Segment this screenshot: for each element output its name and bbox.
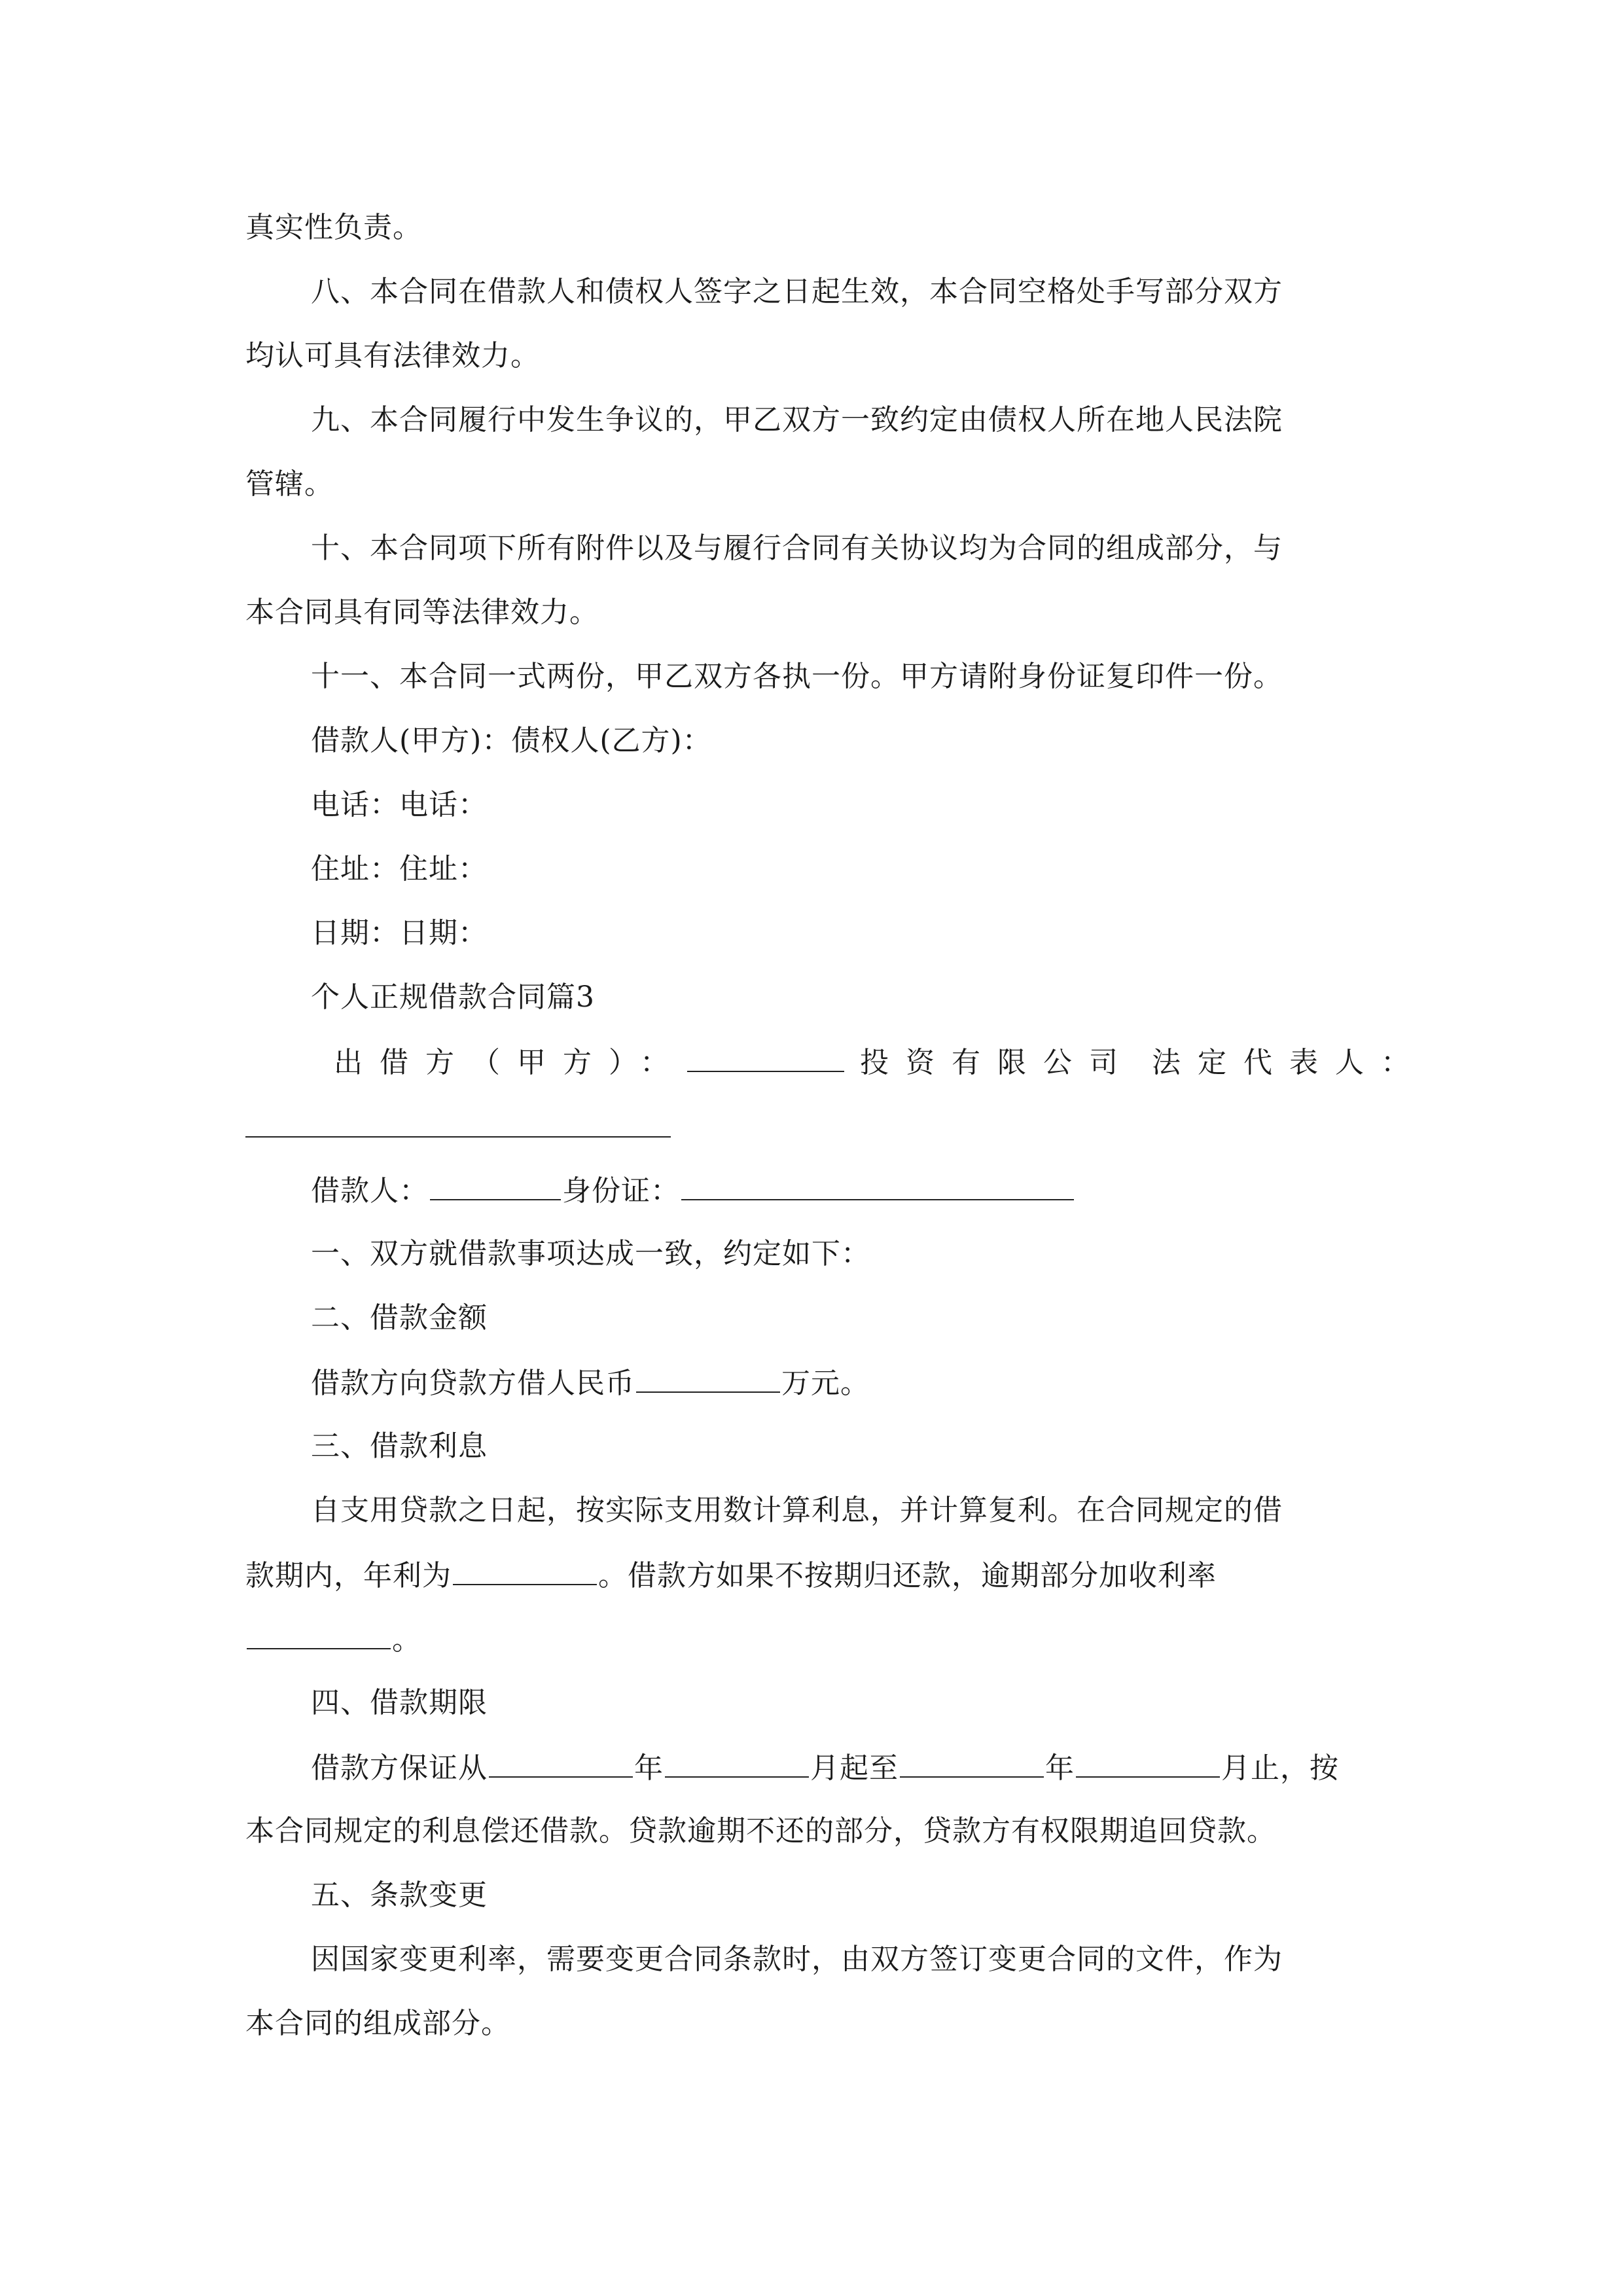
clause-11: 十一、本合同一式两份，甲乙双方各执一份。甲方请附身份证复印件一份。 xyxy=(311,660,1283,693)
loan-amount-line xyxy=(311,1363,1397,1403)
interest-line-1: 自支用贷款之日起，按实际支用数计算利息，并计算复利。在合同规定的借 xyxy=(311,1494,1283,1527)
id-label: 身份证： xyxy=(562,1174,680,1208)
start-month-blank xyxy=(665,1748,809,1778)
signature-parties: 借款人(甲方)：债权人(乙方)： xyxy=(311,724,712,757)
end-year-label: 年 xyxy=(1045,1751,1075,1785)
id-number-blank xyxy=(681,1170,1074,1200)
loan-amount-unit: 万元。 xyxy=(781,1367,870,1400)
clause-9-line-1: 九、本合同履行中发生争议的，甲乙双方一致约定由债权人所在地人民法院 xyxy=(311,403,1283,437)
borrower-name-blank xyxy=(430,1170,561,1200)
clause-10-line-2: 本合同具有同等法律效力。 xyxy=(245,596,599,629)
borrower-label: 借款人： xyxy=(311,1174,429,1208)
loan-amount-blank xyxy=(636,1363,780,1393)
paragraph-continuation: 真实性负责。 xyxy=(245,211,422,244)
legal-representative-blank xyxy=(245,1136,671,1138)
end-year-blank xyxy=(900,1748,1044,1778)
clause-9-line-2: 管辖。 xyxy=(245,467,334,501)
lender-line xyxy=(334,1042,1427,1083)
annual-rate-label: 款期内，年利为 xyxy=(245,1559,452,1592)
loan-amount-text: 借款方向贷款方借人民币 xyxy=(311,1367,635,1400)
lender-name-blank xyxy=(687,1042,844,1072)
signature-phone: 电话：电话： xyxy=(311,788,488,821)
overdue-rate-blank xyxy=(247,1619,391,1649)
end-month-blank xyxy=(1076,1748,1220,1778)
interest-line-3 xyxy=(245,1619,1397,1660)
clause-four-title: 四、借款期限 xyxy=(311,1686,488,1719)
lender-company: 投资有限公司 xyxy=(860,1046,1135,1079)
term-from-label: 借款方保证从 xyxy=(311,1751,488,1785)
clause-three-title: 三、借款利息 xyxy=(311,1429,488,1463)
clause-8-line-1: 八、本合同在借款人和债权人签字之日起生效，本合同空格处手写部分双方 xyxy=(311,275,1283,308)
interest-line-2 xyxy=(245,1555,1397,1596)
start-year-blank xyxy=(489,1748,633,1778)
start-year-label: 年 xyxy=(634,1751,664,1785)
annual-rate-blank xyxy=(453,1555,597,1585)
clause-10-line-1: 十、本合同项下所有附件以及与履行合同有关协议均为合同的组成部分，与 xyxy=(311,531,1283,565)
signature-address: 住址：住址： xyxy=(311,852,488,886)
start-month-label: 月起至 xyxy=(810,1751,899,1785)
interest-line-3-end: 。 xyxy=(392,1623,421,1657)
legal-representative-label: 法定代表人： xyxy=(1152,1046,1427,1079)
lender-label: 出借方（甲方）： xyxy=(334,1046,686,1079)
clause-two-title: 二、借款金额 xyxy=(311,1301,488,1335)
term-line-2: 本合同规定的利息偿还借款。贷款逾期不还的部分，贷款方有权限期追回贷款。 xyxy=(245,1814,1276,1848)
clause-one: 一、双方就借款事项达成一致，约定如下： xyxy=(311,1237,870,1270)
section-title: 个人正规借款合同篇3 xyxy=(311,980,595,1014)
signature-date: 日期：日期： xyxy=(311,916,488,950)
amendment-line-2: 本合同的组成部分。 xyxy=(245,2007,510,2040)
borrower-line xyxy=(311,1170,1397,1211)
amendment-line-1: 因国家变更利率，需要变更合同条款时，由双方签订变更合同的文件，作为 xyxy=(311,1943,1283,1976)
clause-five-title: 五、条款变更 xyxy=(311,1878,488,1912)
term-line-1 xyxy=(311,1748,1397,1788)
clause-8-line-2: 均认可具有法律效力。 xyxy=(245,339,540,372)
end-month-label: 月止，按 xyxy=(1221,1751,1339,1785)
overdue-rate-text: 。借款方如果不按期归还款，逾期部分加收利率 xyxy=(598,1559,1217,1592)
